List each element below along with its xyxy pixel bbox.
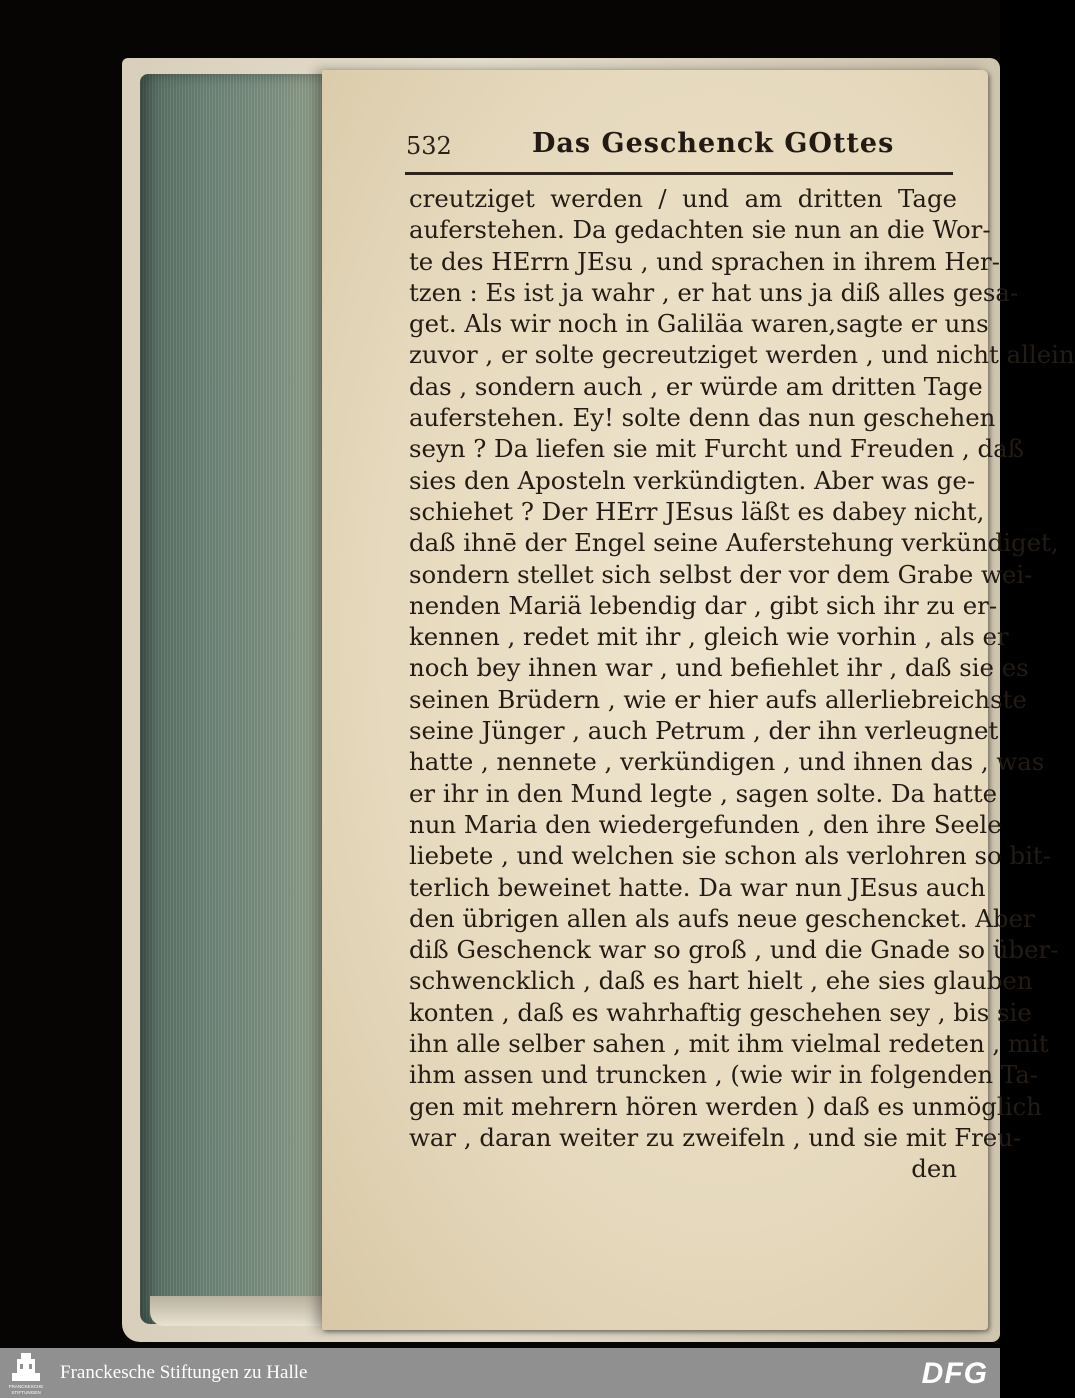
text-line: get. Als wir noch in Galiläa waren,sagte er uns [409, 309, 989, 339]
text-line: kennen , redet mit ihr , gleich wie vorhin , als er [409, 622, 1009, 652]
text-line: auferstehen. Ey! solte denn das nun geschehen [409, 403, 996, 433]
text-line: nun Maria den wiedergefunden , den ihre Seele [409, 809, 1002, 839]
text-line: daß ihnē der Engel seine Auferstehung verkündiget, [409, 528, 1059, 558]
institution-name: Franckesche Stiftungen zu Halle [60, 1362, 308, 1383]
text-line: gen mit mehrern hören werden ) daß es unmöglich [409, 1091, 1042, 1121]
text-line: konten , daß es wahrhaftig geschehen sey , bis sie [409, 997, 1032, 1027]
text-line: den übrigen allen als aufs neue geschencket. Aber [409, 903, 1035, 933]
body-text [409, 183, 1075, 1185]
text-line: er ihr in den Mund legte , sagen solte. Da hatte [409, 778, 998, 808]
text-line: das , sondern auch , er würde am dritten Tage [409, 371, 983, 401]
text-line: ihm assen und truncken , (wie wir in folgenden Ta- [409, 1060, 1039, 1090]
text-line: te des HErrn JEsu , und sprachen in ihrem Her- [409, 246, 1000, 276]
text-line: schwencklich , daß es hart hielt , ehe sies glauben [409, 966, 1033, 996]
text-line: zuvor , er solte gecreutziget werden , und nicht allein [409, 340, 1075, 370]
text-line: auferstehen. Da gedachten sie nun an die Wor- [409, 215, 991, 245]
page-block-fore-edge [140, 74, 330, 1324]
catchword: den [911, 1154, 957, 1184]
header-title: Das Geschenck GOttes [532, 128, 895, 159]
text-line: diß Geschenck war so groß , und die Gnade so über- [409, 935, 1059, 965]
running-head [406, 128, 946, 168]
text-line: tzen : Es ist ja wahr , er hat uns ja diß alles gesa- [409, 277, 1019, 307]
text-line: war , daran weiter zu zweifeln , und sie mit Freu- [409, 1122, 1022, 1152]
dfg-logo: DFG [921, 1357, 988, 1390]
text-line: sies den Aposteln verkündigten. Aber was ge- [409, 465, 976, 495]
footer-bar [0, 1348, 1000, 1398]
header-rule [405, 172, 953, 175]
text-line: seine Jünger , auch Petrum , der ihn verleugnet [409, 716, 999, 746]
text-line: creutziget werden / und am dritten Tage [409, 184, 957, 213]
logo-text: FRANCKESCHE [8, 1384, 44, 1389]
text-line: ihn alle selber sahen , mit ihm vielmal redeten , mit [409, 1029, 1049, 1059]
text-line: seyn ? Da liefen sie mit Furcht und Freuden , daß [409, 434, 1025, 464]
page-block-bottom [150, 1296, 330, 1326]
text-line: nenden Mariä lebendig dar , gibt sich ihr zu er- [409, 590, 998, 620]
page-number: 532 [406, 132, 452, 160]
text-line: seinen Brüdern , wie er hier aufs allerliebreichste [409, 684, 1027, 714]
text-line: sondern stellet sich selbst der vor dem Grabe wei- [409, 559, 1033, 589]
logo-text-2: STIFTUNGEN [11, 1390, 41, 1395]
text-line: terlich beweinet hatte. Da war nun JEsus auch [409, 872, 986, 902]
text-line: liebete , und welchen sie schon als verlohren so bit- [409, 841, 1051, 871]
francke-foundations-logo-icon [6, 1350, 46, 1396]
text-line: hatte , nennete , verkündigen , und ihnen das , was [409, 747, 1045, 777]
text-line: noch bey ihnen war , und befiehlet ihr , daß sie es [409, 653, 1029, 683]
text-line: schiehet ? Der HErr JEsus läßt es dabey nicht, [409, 496, 985, 526]
